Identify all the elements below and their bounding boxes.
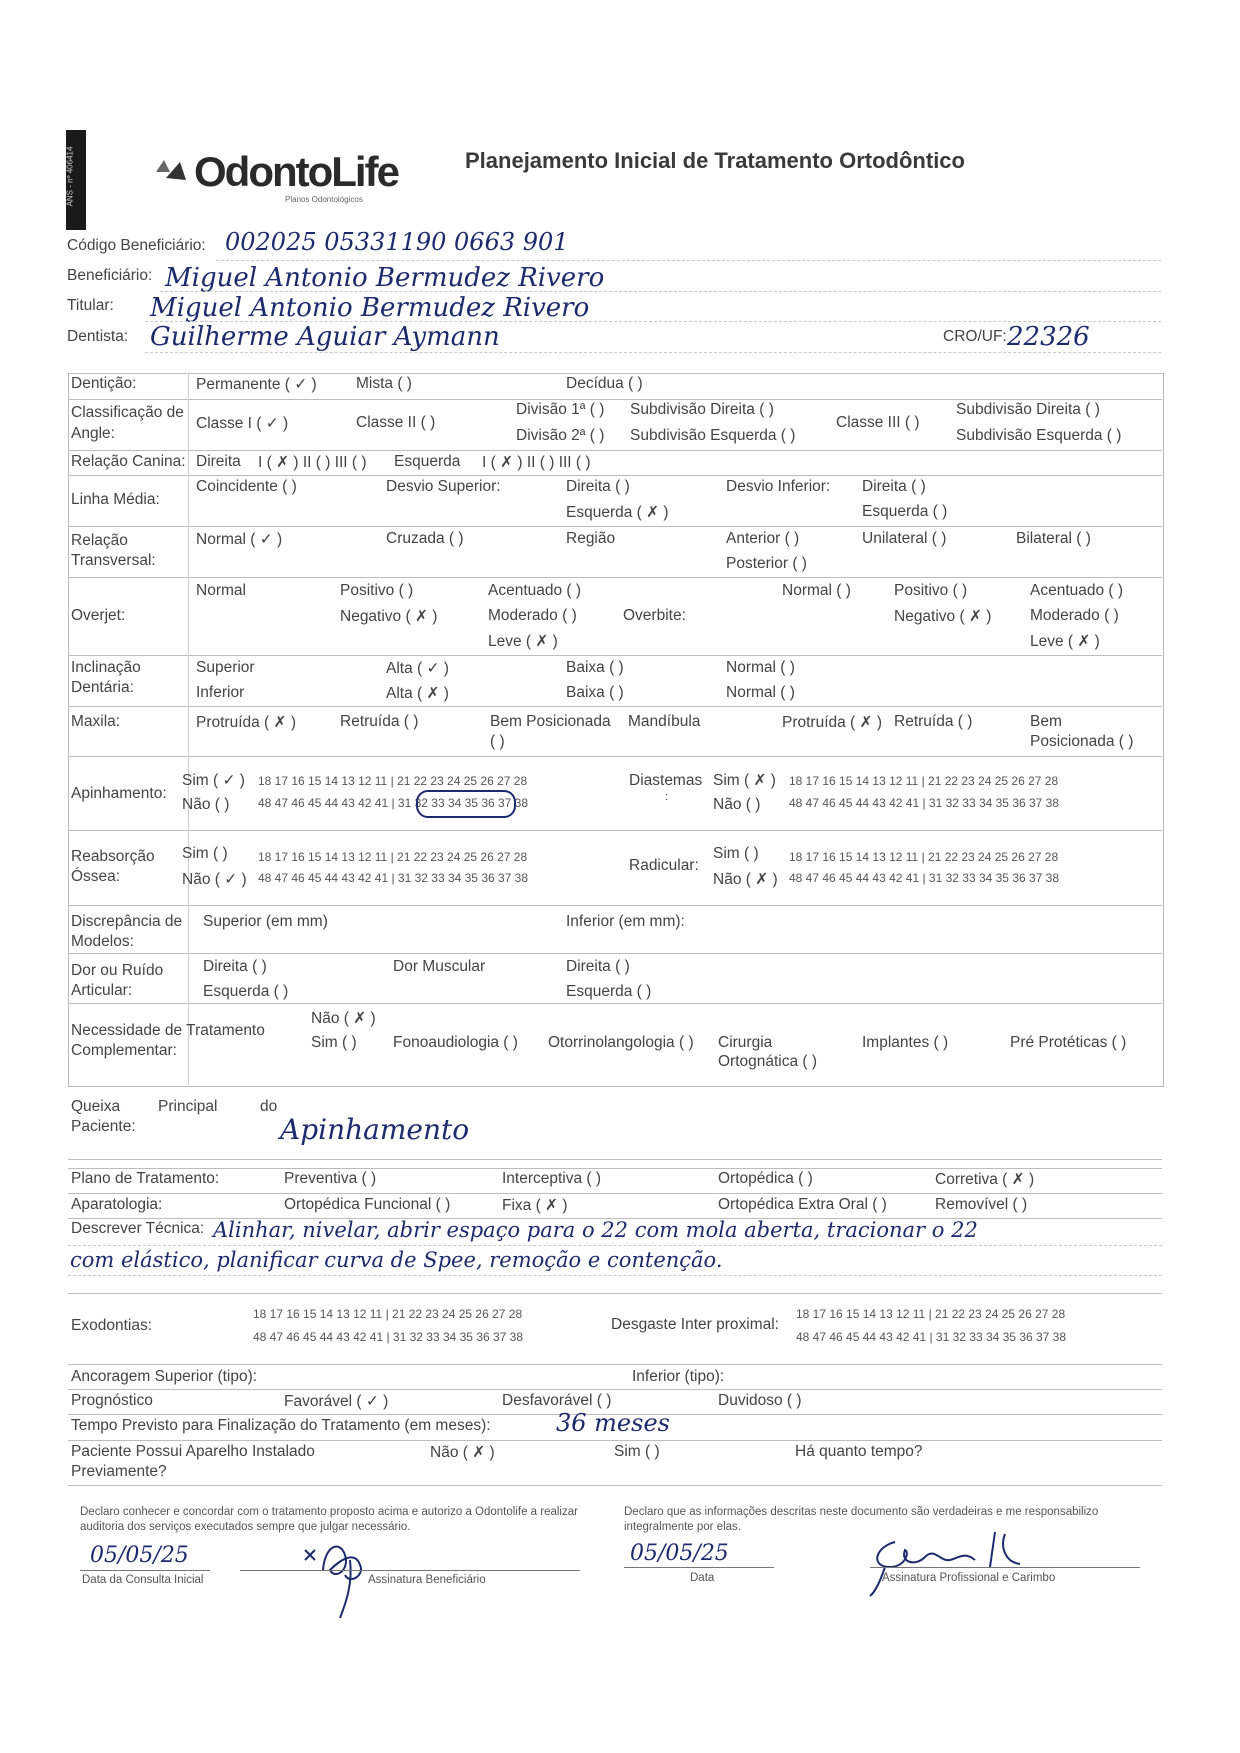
angle-classe1[interactable]: Classe I ( ✓ ): [196, 415, 289, 432]
decl-left-date-label: Data da Consulta Inicial: [82, 1574, 204, 1586]
overbite-positivo[interactable]: Positivo ( ): [894, 582, 968, 599]
inclinacao-inferior: Inferior: [196, 684, 245, 701]
plano-ortopedica[interactable]: Ortopédica ( ): [718, 1170, 813, 1187]
linha-media-dir2[interactable]: Direita ( ): [862, 478, 926, 495]
overjet-moderado[interactable]: Moderado ( ): [488, 607, 577, 624]
decl-right-sig-label: Assinatura Profissional e Carimbo: [882, 1572, 1056, 1584]
mandibula-bem[interactable]: Bem: [1030, 713, 1062, 730]
diastemas-teeth-lower[interactable]: 48 47 46 45 44 43 42 41 | 31 32 33 34 35 36 37 38: [789, 796, 1060, 810]
complementar-cirurgia-2[interactable]: Ortognática ( ): [718, 1053, 818, 1070]
angle-label-1: Classificação de: [71, 404, 184, 421]
reabsorcao-nao[interactable]: Não ( ✓ ): [182, 871, 247, 888]
declaration-right: Declaro que as informações descritas neste documento são verdadeiras e me responsabilizo integralmente por elas.: [624, 1506, 1099, 1533]
aparatologia-removivel[interactable]: Removível ( ): [935, 1196, 1028, 1213]
transversal-regiao: Região: [566, 530, 616, 547]
complementar-nao[interactable]: Não ( ✗ ): [311, 1010, 376, 1027]
transversal-normal[interactable]: Normal ( ✓ ): [196, 531, 283, 548]
aparelho-label-2: Previamente?: [71, 1463, 167, 1480]
transversal-unilateral[interactable]: Unilateral ( ): [862, 530, 947, 547]
inclinacao-alta-sup[interactable]: Alta ( ✓ ): [386, 660, 449, 677]
inclinacao-alta-inf[interactable]: Alta ( ✗ ): [386, 685, 449, 702]
overbite-leve[interactable]: Leve ( ✗ ): [1030, 633, 1100, 650]
denticao-label: Dentição:: [71, 375, 137, 392]
declaration-left: Declaro conhecer e concordar com o tratamento proposto acima e autorizo a Odontolife a realizar auditoria dos serviços executados sempre que julgar necessário.: [80, 1506, 578, 1533]
discrepancia-label-1: Discrepância de: [71, 913, 183, 930]
complementar-otorrino[interactable]: Otorrinolangologia ( ): [548, 1034, 694, 1051]
brand-name: OdontoLife: [194, 148, 398, 195]
plano-label: Plano de Tratamento:: [71, 1170, 220, 1187]
dor-label-2: Articular:: [71, 982, 133, 999]
overjet-acentuado[interactable]: Acentuado ( ): [488, 582, 582, 599]
diastemas-nao[interactable]: Não ( ): [713, 796, 761, 813]
complementar-label-2: Complementar:: [71, 1042, 177, 1059]
angle-div1[interactable]: Divisão 1ª ( ): [516, 401, 605, 418]
aparelho-nao[interactable]: Não ( ✗ ): [430, 1444, 495, 1461]
canina-label: Relação Canina:: [71, 453, 186, 470]
apinhamento-teeth-upper[interactable]: 18 17 16 15 14 13 12 11 | 21 22 23 24 25 26 27 28: [258, 774, 528, 788]
prognostico-favoravel[interactable]: Favorável ( ✓ ): [284, 1393, 389, 1410]
discrepancia-label-2: Modelos:: [71, 933, 134, 950]
queixa-label-b: Principal: [158, 1098, 218, 1115]
complementar-preproteticas[interactable]: Pré Protéticas ( ): [1010, 1034, 1127, 1051]
linha-media-desvio-inf: Desvio Inferior:: [726, 478, 831, 495]
angle-label-2: Angle:: [71, 425, 115, 442]
dentista-label: Dentista:: [67, 328, 129, 345]
decl-right-date[interactable]: 05/05/25: [630, 1541, 729, 1566]
inclinacao-superior: Superior: [196, 659, 255, 676]
maxila-retruida[interactable]: Retruída ( ): [340, 713, 419, 730]
radicular-nao[interactable]: Não ( ✗ ): [713, 871, 778, 888]
diastemas-colon: :: [665, 791, 669, 803]
brand-logo-icon: [150, 150, 192, 192]
overjet-positivo[interactable]: Positivo ( ): [340, 582, 414, 599]
dor-esquerda[interactable]: Esquerda ( ): [203, 983, 289, 1000]
reabsorcao-teeth-upper[interactable]: 18 17 16 15 14 13 12 11 | 21 22 23 24 25 26 27 28: [258, 850, 528, 864]
overbite-label: Overbite:: [623, 607, 686, 624]
titular-label: Titular:: [67, 297, 114, 314]
tecnica-line-2[interactable]: com elástico, planificar curva de Spee, remoção e contenção.: [70, 1248, 723, 1272]
apinhamento-label: Apinhamento:: [71, 785, 167, 802]
radicular-label: Radicular:: [629, 857, 699, 874]
aparatologia-label: Aparatologia:: [71, 1196, 163, 1213]
ancoragem-inferior[interactable]: Inferior (tipo):: [632, 1368, 725, 1385]
aparatologia-ortopedica-funcional[interactable]: Ortopédica Funcional ( ): [284, 1196, 451, 1213]
discrepancia-superior[interactable]: Superior (em mm): [203, 913, 328, 930]
complementar-fono[interactable]: Fonoaudiologia ( ): [393, 1034, 518, 1051]
transversal-label-1: Relação: [71, 532, 128, 549]
codigo-value[interactable]: 002025 05331190 0663 901: [225, 228, 569, 256]
inclinacao-baixa-sup[interactable]: Baixa ( ): [566, 659, 624, 676]
canina-esq-options[interactable]: I ( ✗ ) II ( ) III ( ): [482, 454, 591, 471]
inclinacao-label-2: Dentária:: [71, 679, 134, 696]
discrepancia-inferior[interactable]: Inferior (em mm):: [566, 913, 685, 930]
desgaste-teeth-lower[interactable]: 48 47 46 45 44 43 42 41 | 31 32 33 34 35 36 37 38: [796, 1330, 1067, 1344]
ancoragem-label: Ancoragem Superior (tipo):: [71, 1368, 258, 1385]
transversal-label-2: Transversal:: [71, 552, 156, 569]
prognostico-desfavoravel[interactable]: Desfavorável ( ): [502, 1392, 612, 1409]
angle-div2[interactable]: Divisão 2ª ( ): [516, 427, 605, 444]
linha-media-coincidente[interactable]: Coincidente ( ): [196, 478, 297, 495]
beneficiario-label: Beneficiário:: [67, 267, 153, 284]
desgaste-teeth-upper[interactable]: 18 17 16 15 14 13 12 11 | 21 22 23 24 25 26 27 28: [796, 1307, 1066, 1321]
complementar-cirurgia[interactable]: Cirurgia: [718, 1034, 773, 1051]
angle-subdir3[interactable]: Subdivisão Direita ( ): [956, 401, 1100, 418]
maxila-bem-posicionada-paren[interactable]: ( ): [490, 733, 505, 750]
brand-subtitle: Planos Odontológicos: [285, 195, 363, 204]
inclinacao-normal-inf[interactable]: Normal ( ): [726, 684, 795, 701]
ans-code: ANS - nº 406414: [65, 146, 75, 207]
cro-label: CRO/UF:: [943, 328, 1007, 345]
dor-muscular-direita[interactable]: Direita ( ): [566, 958, 630, 975]
tecnica-label: Descrever Técnica:: [71, 1220, 205, 1237]
denticao-mista[interactable]: Mista ( ): [356, 375, 412, 392]
reabsorcao-teeth-lower[interactable]: 48 47 46 45 44 43 42 41 | 31 32 33 34 35 36 37 38: [258, 871, 529, 885]
dor-muscular-esquerda[interactable]: Esquerda ( ): [566, 983, 652, 1000]
angle-subesq3[interactable]: Subdivisão Esquerda ( ): [956, 427, 1122, 444]
linha-media-desvio-sup: Desvio Superior:: [386, 478, 501, 495]
queixa-label-d: Paciente:: [71, 1118, 136, 1135]
tempo-label: Tempo Previsto para Finalização do Tratamento (em meses):: [71, 1417, 491, 1434]
radicular-sim[interactable]: Sim ( ): [713, 845, 759, 862]
cro-value[interactable]: 22326: [1007, 322, 1090, 352]
beneficiario-value[interactable]: Miguel Antonio Bermudez Rivero: [165, 263, 605, 293]
maxila-protruida[interactable]: Protruída ( ✗ ): [196, 714, 296, 731]
angle-subdir[interactable]: Subdivisão Direita ( ): [630, 401, 774, 418]
plano-corretiva[interactable]: Corretiva ( ✗ ): [935, 1171, 1035, 1188]
dor-muscular-label: Dor Muscular: [393, 958, 486, 975]
reabsorcao-label-2: Óssea:: [71, 868, 121, 885]
tecnica-line-1[interactable]: Alinhar, nivelar, abrir espaço para o 22 com mola aberta, tracionar o 22: [213, 1218, 978, 1242]
overjet-leve[interactable]: Leve ( ✗ ): [488, 633, 558, 650]
mandibula-label: Mandíbula: [628, 713, 701, 730]
aparelho-sim[interactable]: Sim ( ): [614, 1443, 660, 1460]
transversal-anterior[interactable]: Anterior ( ): [726, 530, 800, 547]
inclinacao-label-1: Inclinação: [71, 659, 141, 676]
diastemas-label: Diastemas: [629, 772, 703, 789]
form-title: Planejamento Inicial de Tratamento Ortodôntico: [465, 148, 965, 173]
mandibula-bem-posicionada[interactable]: Posicionada ( ): [1030, 733, 1134, 750]
canina-direita: Direita: [196, 453, 241, 470]
reabsorcao-sim[interactable]: Sim ( ): [182, 845, 228, 862]
exodontias-teeth-lower[interactable]: 48 47 46 45 44 43 42 41 | 31 32 33 34 35 36 37 38: [253, 1330, 524, 1344]
queixa-label-a: Queixa: [71, 1098, 121, 1115]
mandibula-protruida[interactable]: Protruída ( ✗ ): [782, 714, 882, 731]
tempo-value[interactable]: 36 meses: [556, 1409, 670, 1437]
queixa-label-c: do: [260, 1098, 278, 1115]
prognostico-label: Prognóstico: [71, 1392, 153, 1409]
radicular-teeth-lower[interactable]: 48 47 46 45 44 43 42 41 | 31 32 33 34 35 36 37 38: [789, 871, 1060, 885]
decl-right-date-label: Data: [690, 1572, 715, 1584]
plano-preventiva[interactable]: Preventiva ( ): [284, 1170, 377, 1187]
apinhamento-nao[interactable]: Não ( ): [182, 796, 230, 813]
mandibula-retruida[interactable]: Retruída ( ): [894, 713, 973, 730]
exodontias-label: Exodontias:: [71, 1317, 152, 1334]
dor-direita[interactable]: Direita ( ): [203, 958, 267, 975]
overjet-normal[interactable]: Normal: [196, 582, 246, 599]
queixa-value[interactable]: Apinhamento: [280, 1113, 470, 1146]
linha-media-esq1[interactable]: Esquerda ( ✗ ): [566, 504, 669, 521]
decl-left-sig-label: Assinatura Beneficiário: [368, 1574, 486, 1586]
radicular-teeth-upper[interactable]: 18 17 16 15 14 13 12 11 | 21 22 23 24 25 26 27 28: [789, 850, 1059, 864]
overjet-label: Overjet:: [71, 607, 126, 624]
maxila-bem-posicionada[interactable]: Bem Posicionada: [490, 713, 611, 730]
apinhamento-sim[interactable]: Sim ( ✓ ): [182, 772, 245, 789]
titular-value[interactable]: Miguel Antonio Bermudez Rivero: [150, 293, 590, 323]
denticao-decidua[interactable]: Decídua ( ): [566, 375, 643, 392]
angle-classe2[interactable]: Classe II ( ): [356, 414, 436, 431]
overbite-moderado[interactable]: Moderado ( ): [1030, 607, 1119, 624]
aparelho-ha-quanto[interactable]: Há quanto tempo?: [795, 1443, 923, 1460]
apinhamento-teeth-lower[interactable]: 48 47 46 45 44 43 42 41 | 31 32 33 34 35 36 37 38: [258, 796, 529, 810]
denticao-permanente[interactable]: Permanente ( ✓ ): [196, 376, 317, 393]
decl-left-date[interactable]: 05/05/25: [90, 1543, 189, 1568]
exodontias-teeth-upper[interactable]: 18 17 16 15 14 13 12 11 | 21 22 23 24 25 26 27 28: [253, 1307, 523, 1321]
dor-label-1: Dor ou Ruído: [71, 962, 164, 979]
complementar-sim[interactable]: Sim ( ): [311, 1034, 357, 1051]
overjet-negativo[interactable]: Negativo ( ✗ ): [340, 608, 438, 625]
linha-media-esq2[interactable]: Esquerda ( ): [862, 503, 948, 520]
maxila-label: Maxila:: [71, 713, 121, 730]
codigo-label: Código Beneficiário:: [67, 237, 206, 254]
inclinacao-baixa-inf[interactable]: Baixa ( ): [566, 684, 624, 701]
complementar-label-1: Necessidade de Tratamento: [71, 1022, 265, 1039]
apinhamento-circle-mark: [416, 790, 516, 818]
complementar-implantes[interactable]: Implantes ( ): [862, 1034, 949, 1051]
reabsorcao-label-1: Reabsorção: [71, 848, 155, 865]
angle-classe3[interactable]: Classe III ( ): [836, 414, 920, 431]
diastemas-sim[interactable]: Sim ( ✗ ): [713, 772, 776, 789]
desgaste-label: Desgaste Inter proximal:: [611, 1316, 779, 1333]
dentista-value[interactable]: Guilherme Aguiar Aymann: [150, 322, 500, 352]
transversal-posterior[interactable]: Posterior ( ): [726, 555, 807, 572]
aparelho-label-1: Paciente Possui Aparelho Instalado: [71, 1443, 315, 1460]
inclinacao-normal-sup[interactable]: Normal ( ): [726, 659, 795, 676]
linha-media-dir1[interactable]: Direita ( ): [566, 478, 630, 495]
diastemas-teeth-upper[interactable]: 18 17 16 15 14 13 12 11 | 21 22 23 24 25 26 27 28: [789, 774, 1059, 788]
prognostico-duvidoso[interactable]: Duvidoso ( ): [718, 1392, 802, 1409]
transversal-cruzada[interactable]: Cruzada ( ): [386, 530, 464, 547]
aparatologia-fixa[interactable]: Fixa ( ✗ ): [502, 1197, 568, 1214]
linha-media-label: Linha Média:: [71, 491, 160, 508]
plano-interceptiva[interactable]: Interceptiva ( ): [502, 1170, 602, 1187]
canina-dir-options[interactable]: I ( ✗ ) II ( ) III ( ): [258, 454, 367, 471]
overbite-acentuado[interactable]: Acentuado ( ): [1030, 582, 1124, 599]
overbite-normal[interactable]: Normal ( ): [782, 582, 851, 599]
transversal-bilateral[interactable]: Bilateral ( ): [1016, 530, 1091, 547]
angle-subesq[interactable]: Subdivisão Esquerda ( ): [630, 427, 796, 444]
overbite-negativo[interactable]: Negativo ( ✗ ): [894, 608, 992, 625]
aparatologia-extra-oral[interactable]: Ortopédica Extra Oral ( ): [718, 1196, 887, 1213]
canina-esquerda: Esquerda: [394, 453, 461, 470]
